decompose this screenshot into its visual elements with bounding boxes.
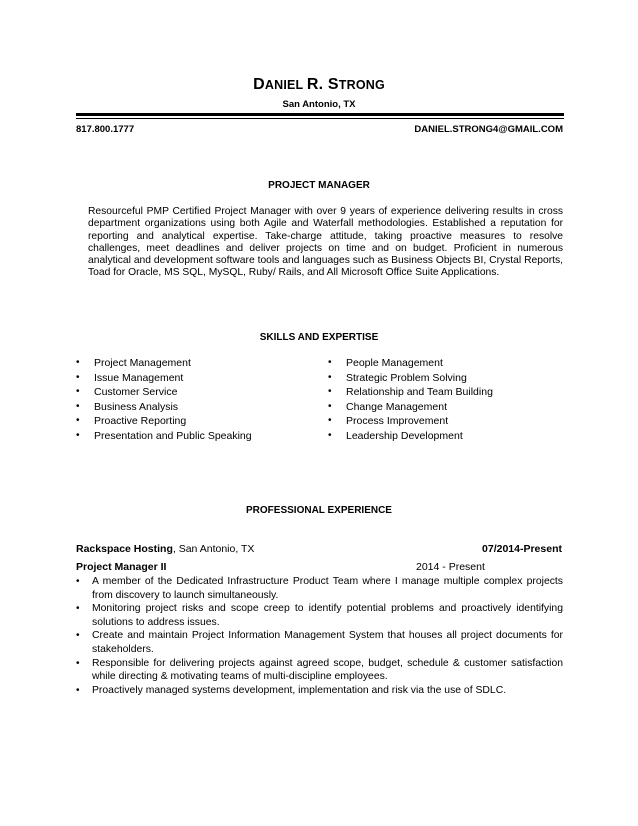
skill-item: • Change Management [328,400,493,415]
duty-item: • Monitoring project risks and scope creep to identify potential problems and proactively identifying solutions to address issues. [76,602,563,629]
skills-title: SKILLS AND EXPERTISE [259,332,379,343]
job-company [76,543,254,555]
job-duties-list [76,575,563,697]
duty-item: • Proactively managed systems development, implementation and risk via the use of SDLC. [76,684,563,698]
summary-paragraph: Resourceful PMP Certified Project Manager with over 9 years of experience delivering results in cross department organizations using both Agile and Waterfall methodologies. Established a reputation for reporting and analytical expertise. Take-charge attitude, taking proactive measures to resolve challenges, meet deadlines and deliver projects on time and on budget. Proficient in numerous analytical and development software tools and languages such as Business Objects BI, Crystal Reports, Toad for Oracle, MS SQL, MySQL, Ruby/ Rails, and All Microsoft Office Suite Applications. [88,206,563,279]
skills-list-right [328,356,493,444]
candidate-location: San Antonio, TX [282,99,356,110]
skill-item: • Presentation and Public Speaking [76,429,252,444]
candidate-name [0,76,638,94]
header-divider-thin [76,118,564,119]
company-city: , San Antonio, TX [172,543,255,555]
skill-item: • Proactive Reporting [76,414,252,429]
skill-item: • Issue Management [76,371,252,386]
skills-list-left [76,356,252,444]
summary-title: PROJECT MANAGER [268,180,370,191]
job-role: Project Manager II [76,561,167,573]
skill-item: • Project Management [76,356,252,371]
skill-item: • Business Analysis [76,400,252,415]
name-initial-d: D [253,76,265,93]
skill-item: • Customer Service [76,385,252,400]
skill-item: • Process Improvement [328,414,493,429]
duty-item: • Responsible for delivering projects against agreed scope, budget, schedule & customer satisfaction while directing & motivating teams of multi-discipline employees. [76,657,563,684]
skill-item: • Strategic Problem Solving [328,371,493,386]
skill-item: • People Management [328,356,493,371]
name-initial-r-s: R. S [306,76,339,93]
duty-item: • A member of the Dedicated Infrastructure Product Team where I manage multiple complex projects from discovery to launch simultaneously. [76,575,563,602]
role-dates: 2014 - Present [416,561,485,573]
email-address: DANIEL.STRONG4@GMAIL.COM [414,124,563,135]
skill-item: • Relationship and Team Building [328,385,493,400]
duty-item: • Create and maintain Project Information Management System that houses all project documents for stakeholders. [76,629,563,656]
experience-title: PROFESSIONAL EXPERIENCE [246,505,392,516]
skill-item: • Leadership Development [328,429,493,444]
company-name: Rackspace Hosting [76,543,173,555]
name-rest-aniel: ANIEL [264,78,307,92]
phone-number: 817.800.1777 [76,124,135,135]
header-divider-thick [76,113,564,116]
name-rest-trong: TRONG [338,78,385,92]
job-dates: 07/2014-Present [482,543,562,555]
